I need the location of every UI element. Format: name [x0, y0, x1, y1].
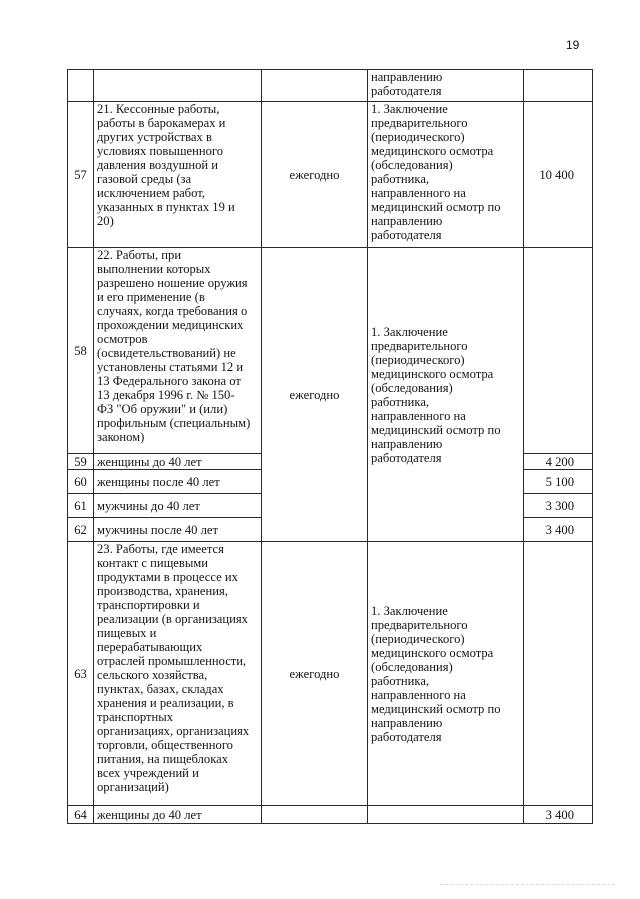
row-number: 58 [68, 248, 94, 454]
price-cell: 10 400 [524, 102, 593, 248]
price-cell: 5 100 [524, 470, 593, 494]
document-text: 1. Заключение предварительного (периодического) медицинского осмотра (обследования) работника, направленного на медицинский осмотр по направлению работодателя [371, 102, 501, 242]
row-number: 59 [68, 454, 94, 470]
price-cell [524, 248, 593, 454]
document-text: 1. Заключение предварительного (периодического) медицинского осмотра (обследования) работника, направленного на медицинский осмотр по направлению работодателя [371, 324, 501, 465]
document-cell [368, 542, 524, 806]
document-text: 1. Заключение предварительного (периодического) медицинского осмотра (обследования) работника, направленного на медицинский осмотр по направлению работодателя [371, 603, 501, 744]
price-cell: 3 400 [524, 518, 593, 542]
work-name-cell: женщины после 40 лет [94, 470, 262, 494]
table-row-58 [68, 248, 593, 454]
document-cell [368, 248, 524, 542]
work-name-text: 23. Работы, где имеется контакт с пищевыми продуктами в процессе их производства, хранения, транспортировки и реализации (в организациях пищевых и перерабатывающих отраслей промышленности, сельского хозяйства, пунктах, базах, складах хранения и реализации, в транспортных организациях, организациях торговли, общественного питания, на пищеблоках всех учреждений и организаций) [97, 542, 250, 794]
row-number: 64 [68, 806, 94, 824]
work-name-cell [94, 248, 262, 454]
periodicity-cell: ежегодно [262, 248, 368, 542]
work-name-text: 21. Кессонные работы, работы в барокамерах и других устройствах в условиях повышенного давления воздушной и газовой среды (за исключением работ, указанных в пунктах 19 и 20) [97, 102, 235, 228]
price-cell [524, 542, 593, 806]
table-row-63 [68, 542, 593, 806]
periodicity-cell: ежегодно [262, 102, 368, 248]
work-name-cell: мужчины после 40 лет [94, 518, 262, 542]
row-number: 60 [68, 470, 94, 494]
name-cell [94, 70, 262, 102]
tariff-table [67, 69, 593, 824]
document-cell [368, 102, 524, 248]
table-row-57 [68, 102, 593, 248]
doc-cell [368, 70, 524, 102]
doc-text: направлению работодателя [371, 70, 443, 98]
work-name-cell: женщины до 40 лет [94, 454, 262, 470]
period-cell [262, 70, 368, 102]
price-cell: 4 200 [524, 454, 593, 470]
scan-footer-line [440, 884, 615, 885]
work-name-cell: женщины до 40 лет [94, 806, 262, 824]
row-number: 57 [68, 102, 94, 248]
work-name-cell [94, 542, 262, 806]
price-cell: 3 400 [524, 806, 593, 824]
work-name-cell: мужчины до 40 лет [94, 494, 262, 518]
work-name-cell [94, 102, 262, 248]
row-number: 62 [68, 518, 94, 542]
work-name-text: 22. Работы, при выполнении которых разрешено ношение оружия и его применение (в случаях, когда требования о прохождении медицинских осмотров (освидетельствований) не установлены статьями 12 и 13 Федерального закона от 13 декабря 1996 г. № 150- ФЗ "Об оружии" и (или) профильным (специальным) законом) [97, 248, 251, 444]
table-row-64 [68, 806, 593, 824]
row-number: 63 [68, 542, 94, 806]
document-cell [368, 806, 524, 824]
periodicity-cell: ежегодно [262, 542, 368, 806]
price-cell [524, 70, 593, 102]
num-cell [68, 70, 94, 102]
table-row-continued [68, 70, 593, 102]
page-number: 19 [566, 38, 580, 52]
price-cell: 3 300 [524, 494, 593, 518]
periodicity-cell [262, 806, 368, 824]
row-number: 61 [68, 494, 94, 518]
